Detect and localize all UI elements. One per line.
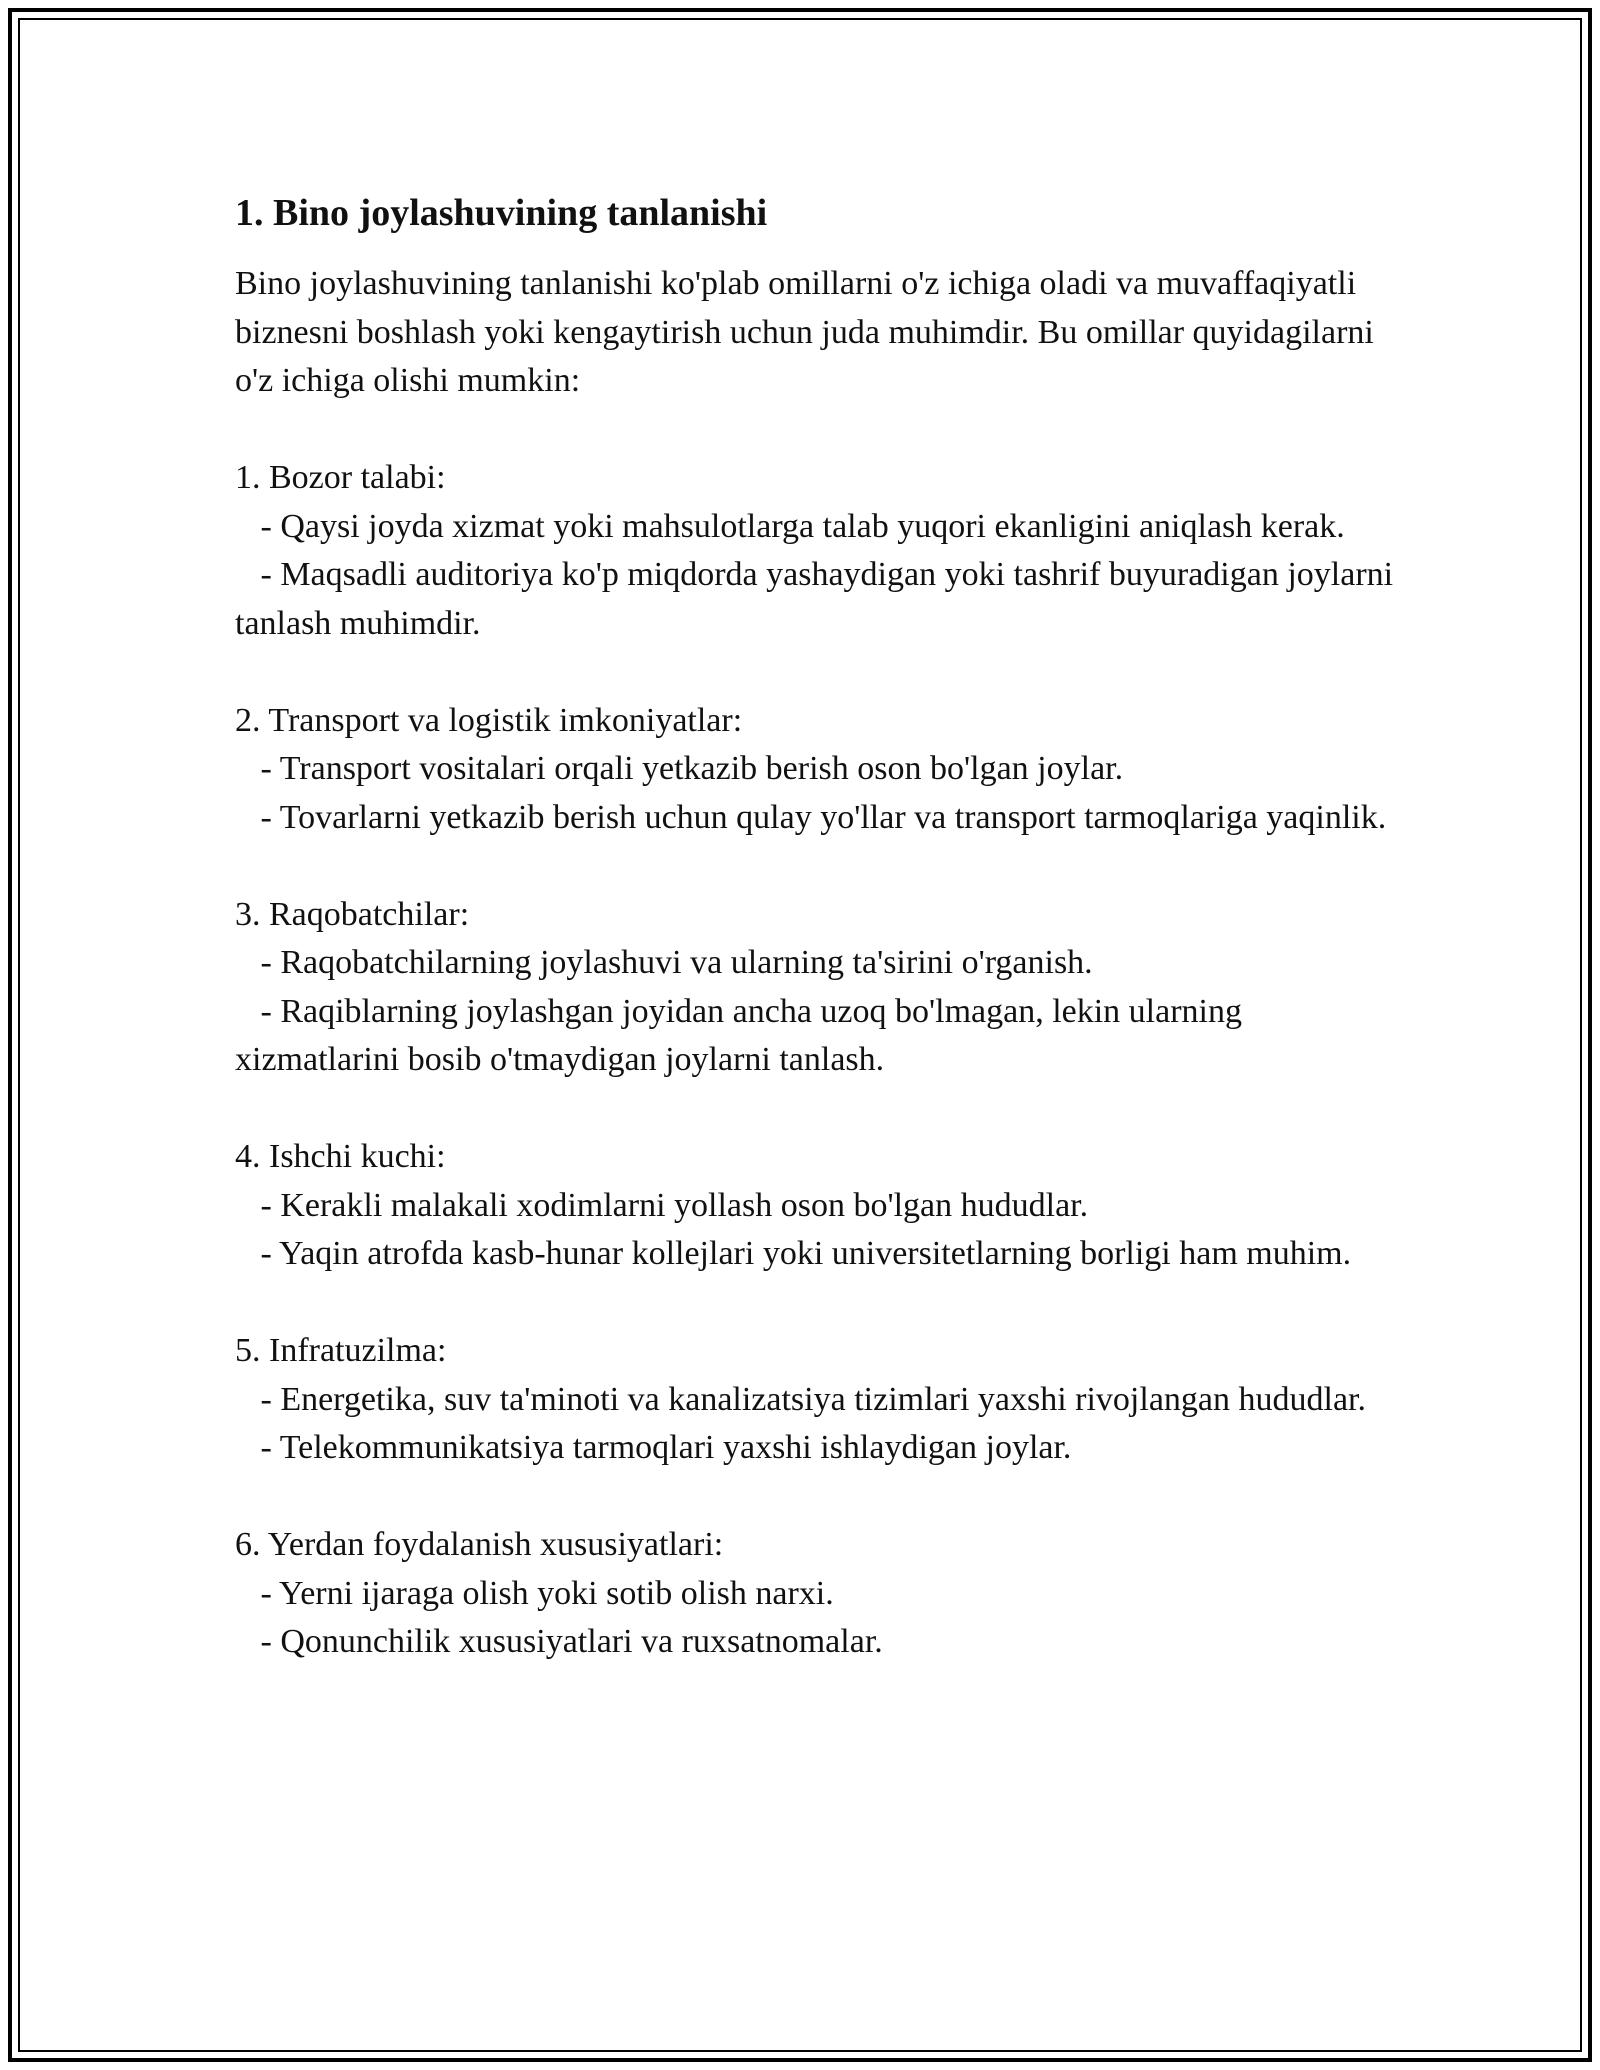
section-heading: 4. Ishchi kuchi:	[235, 1138, 446, 1175]
document-title: 1. Bino joylashuvining tanlanishi	[235, 192, 768, 234]
section-heading: 3. Raqobatchilar:	[235, 895, 470, 933]
document-body	[235, 186, 1402, 1715]
bullet-item: - Telekommunikatsiya tarmoqlari yaxshi ishlaydigan joylar.	[235, 1429, 1072, 1466]
bullet-item: - Qaysi joyda xizmat yoki mahsulotlarga talab yuqori ekanligini aniqlash kerak.	[235, 507, 1345, 545]
section-heading: 6. Yerdan foydalanish xususiyatlari:	[235, 1526, 724, 1563]
bullet-item: - Raqobatchilarning joylashuvi va ularning ta'sirini o'rganish.	[235, 944, 1093, 981]
bullet-item: - Maqsadli auditoriya ko'p miqdorda yashaydigan yoki tashrif buyuradigan joylarni tanlash muhimdir.	[235, 556, 1402, 642]
factor-section-transport	[235, 697, 1395, 843]
bullet-item: - Raqiblarning joylashgan joyidan ancha uzoq bo'lmagan, lekin ularning xizmatlarini bosib o'tmaydigan joylarni tanlash.	[235, 992, 1251, 1078]
bullet-item: - Qonunchilik xususiyatlari va ruxsatnomalar.	[235, 1623, 883, 1660]
factor-section-workforce	[235, 1133, 1395, 1279]
factor-list	[235, 454, 1402, 1667]
bullet-item: - Energetika, suv ta'minoti va kanalizatsiya tizimlari yaxshi rivojlangan hududlar.	[235, 1380, 1366, 1418]
bullet-item: - Transport vositalari orqali yetkazib berish oson bo'lgan joylar.	[235, 750, 1124, 787]
bullet-item: - Kerakli malakali xodimlarni yollash oson bo'lgan hududlar.	[235, 1186, 1089, 1224]
factor-section-land-use	[235, 1521, 1395, 1667]
intro-paragraph: Bino joylashuvining tanlanishi ko'plab omillarni o'z ichiga oladi va muvaffaqiyatli biznesni boshlash yoki kengaytirish uchun juda muhimdir. Bu omillar quyidagilarni o'z ichiga olishi mumkin:	[235, 265, 1374, 399]
section-heading: 2. Transport va logistik imkoniyatlar:	[235, 701, 743, 739]
bullet-item: - Tovarlarni yetkazib berish uchun qulay yo'llar va transport tarmoqlariga yaqinlik.	[235, 798, 1387, 836]
factor-section-market-demand	[235, 454, 1402, 648]
factor-section-infrastructure	[235, 1327, 1395, 1473]
factor-section-competitors	[235, 891, 1395, 1085]
section-heading: 1. Bozor talabi:	[235, 459, 446, 496]
section-heading: 5. Infratuzilma:	[235, 1332, 447, 1369]
bullet-item: - Yerni ijaraga olish yoki sotib olish narxi.	[235, 1574, 834, 1612]
bullet-item: - Yaqin atrofda kasb-hunar kollejlari yoki universitetlarning borligi ham muhim.	[235, 1235, 1352, 1272]
